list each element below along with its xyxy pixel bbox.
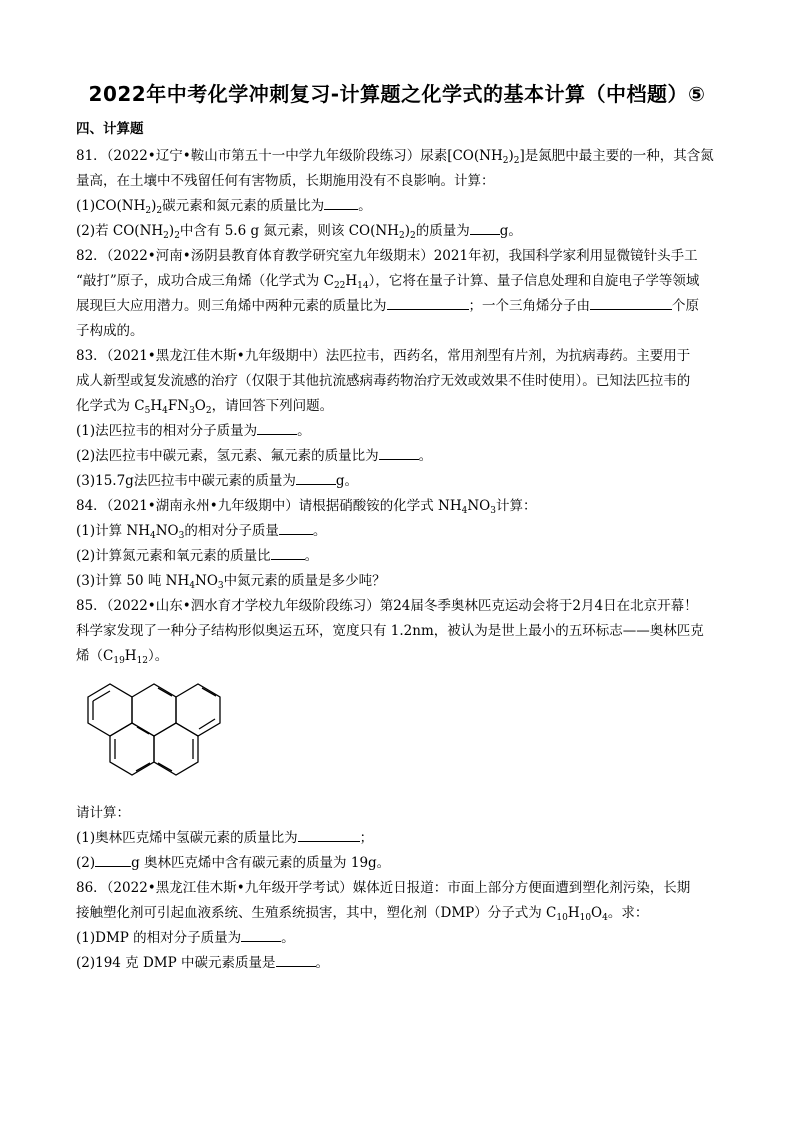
q82-line4: 子构成的。: [76, 323, 144, 339]
q84-part3: (3)计算 50 吨 $NH_4NO_3$中氮元素的质量是多少吨？: [76, 573, 386, 591]
answer-blank[interactable]: [387, 295, 469, 310]
answer-blank[interactable]: [95, 852, 131, 867]
q82-line1: 82．（2022•河南•汤阴县教育体育教学研究室九年级期末）2021年初，我国科学家利用显微镜针头手工: [76, 248, 698, 264]
answer-blank[interactable]: [271, 545, 305, 560]
questions-body: [76, 144, 718, 976]
q83-part1: (1)法匹拉韦的相对分子质量为 。: [76, 419, 718, 444]
q83-line3: 化学式为 $C_5H_4FN_3O_2$，请回答下列问题。: [76, 398, 334, 416]
answer-blank[interactable]: [379, 445, 419, 460]
q84-line1: 84．（2021•湖南永州•九年级期中）请根据硝酸铵的化学式 $NH_4NO_3$计算：: [76, 498, 537, 516]
q83-part2: (2)法匹拉韦中碳元素，氢元素、氟元素的质量比为 。: [76, 444, 718, 469]
answer-blank[interactable]: [470, 220, 500, 235]
answer-blank[interactable]: [279, 520, 313, 535]
answer-blank[interactable]: [298, 827, 360, 842]
olympicene-structure-diagram: [78, 675, 268, 795]
q82-line2: “敲打”原子，成功合成三角烯（化学式为 $C_{22}H_{14}$），它将在量子计算、量子信息处理和自旋电子学等领域: [76, 273, 700, 291]
q84-part1: (1)计算 $NH_4NO_3$的相对分子质量 。: [76, 519, 718, 544]
q85-line1: 85．（2022•山东•泗水育才学校九年级阶段练习）第24届冬季奥林匹克运动会将于2月4日在北京开幕！: [76, 598, 698, 614]
q81-part1: $(1)CO(NH_2)_2$碳元素和氮元素的质量比为 。: [76, 194, 718, 219]
q86-part2: (2)194 克 DMP 中碳元素质量是 。: [76, 951, 718, 976]
q83-part3: (3)15.7g法匹拉韦中碳元素的质量为 g。: [76, 469, 718, 494]
q85-ask: 请计算：: [76, 805, 130, 821]
q81-line2: 量高，在土壤中不残留任何有害物质，长期施用没有不良影响。计算：: [76, 173, 495, 189]
q85-part1: (1)奥林匹克烯中氢碳元素的质量比为 ；: [76, 826, 718, 851]
answer-blank[interactable]: [257, 420, 297, 435]
q85-line3: 烯$(C_{19}H_{12})$。: [76, 648, 169, 666]
q85-part2: (2) g 奥林匹克烯中含有碳元素的质量为 19g。: [76, 851, 718, 876]
answer-blank[interactable]: [324, 195, 358, 210]
q85-line2: 科学家发现了一种分子结构形似奥运五环，宽度只有 1.2nm，被认为是世上最小的五环标志——奥林匹克: [76, 623, 704, 639]
q86-line1: 86．（2022•黑龙江佳木斯•九年级开学考试）媒体近日报道：市面上部分方便面遭到塑化剂污染，长期: [76, 880, 691, 896]
answer-blank[interactable]: [590, 295, 672, 310]
q86-part1: (1)DMP 的相对分子质量为 。: [76, 926, 718, 951]
q86-line2: 接触塑化剂可引起血液系统、生殖系统损害，其中，塑化剂（DMP）分子式为 $C_{10}H_{10}O_4$。求：: [76, 905, 649, 923]
section-heading: 四、计算题: [76, 121, 144, 137]
answer-blank[interactable]: [296, 470, 336, 485]
q82-line3: 展现巨大应用潜力。则三角烯中两种元素的质量比为 ；一个三角烯分子由 个原: [76, 294, 718, 319]
q81-part2: (2)若 $CO(NH_2)_2$中含有 5.6 g 氮元素，则该 $CO(NH_2)_2$的质量为 g。: [76, 219, 718, 244]
answer-blank[interactable]: [276, 952, 316, 967]
answer-blank[interactable]: [241, 927, 281, 942]
q81-line1: 81．（2022•辽宁•鞍山市第五十一中学九年级阶段练习）尿素$[CO(NH_2)_2]$是氮肥中最主要的一种，其含氮: [76, 148, 714, 166]
q83-line2: 成人新型或复发流感的治疗（仅限于其他抗流感病毒药物治疗无效或效果不佳时使用）。已知法匹拉韦的: [76, 373, 691, 389]
q83-line1: 83．（2021•黑龙江佳木斯•九年级期中）法匹拉韦，西药名，常用剂型有片剂，为抗病毒药。主要用于: [76, 348, 691, 364]
q84-part2: (2)计算氮元素和氧元素的质量比 。: [76, 544, 718, 569]
page-title: 2022年中考化学冲刺复习-计算题之化学式的基本计算（中档题）⑤: [88, 82, 706, 106]
